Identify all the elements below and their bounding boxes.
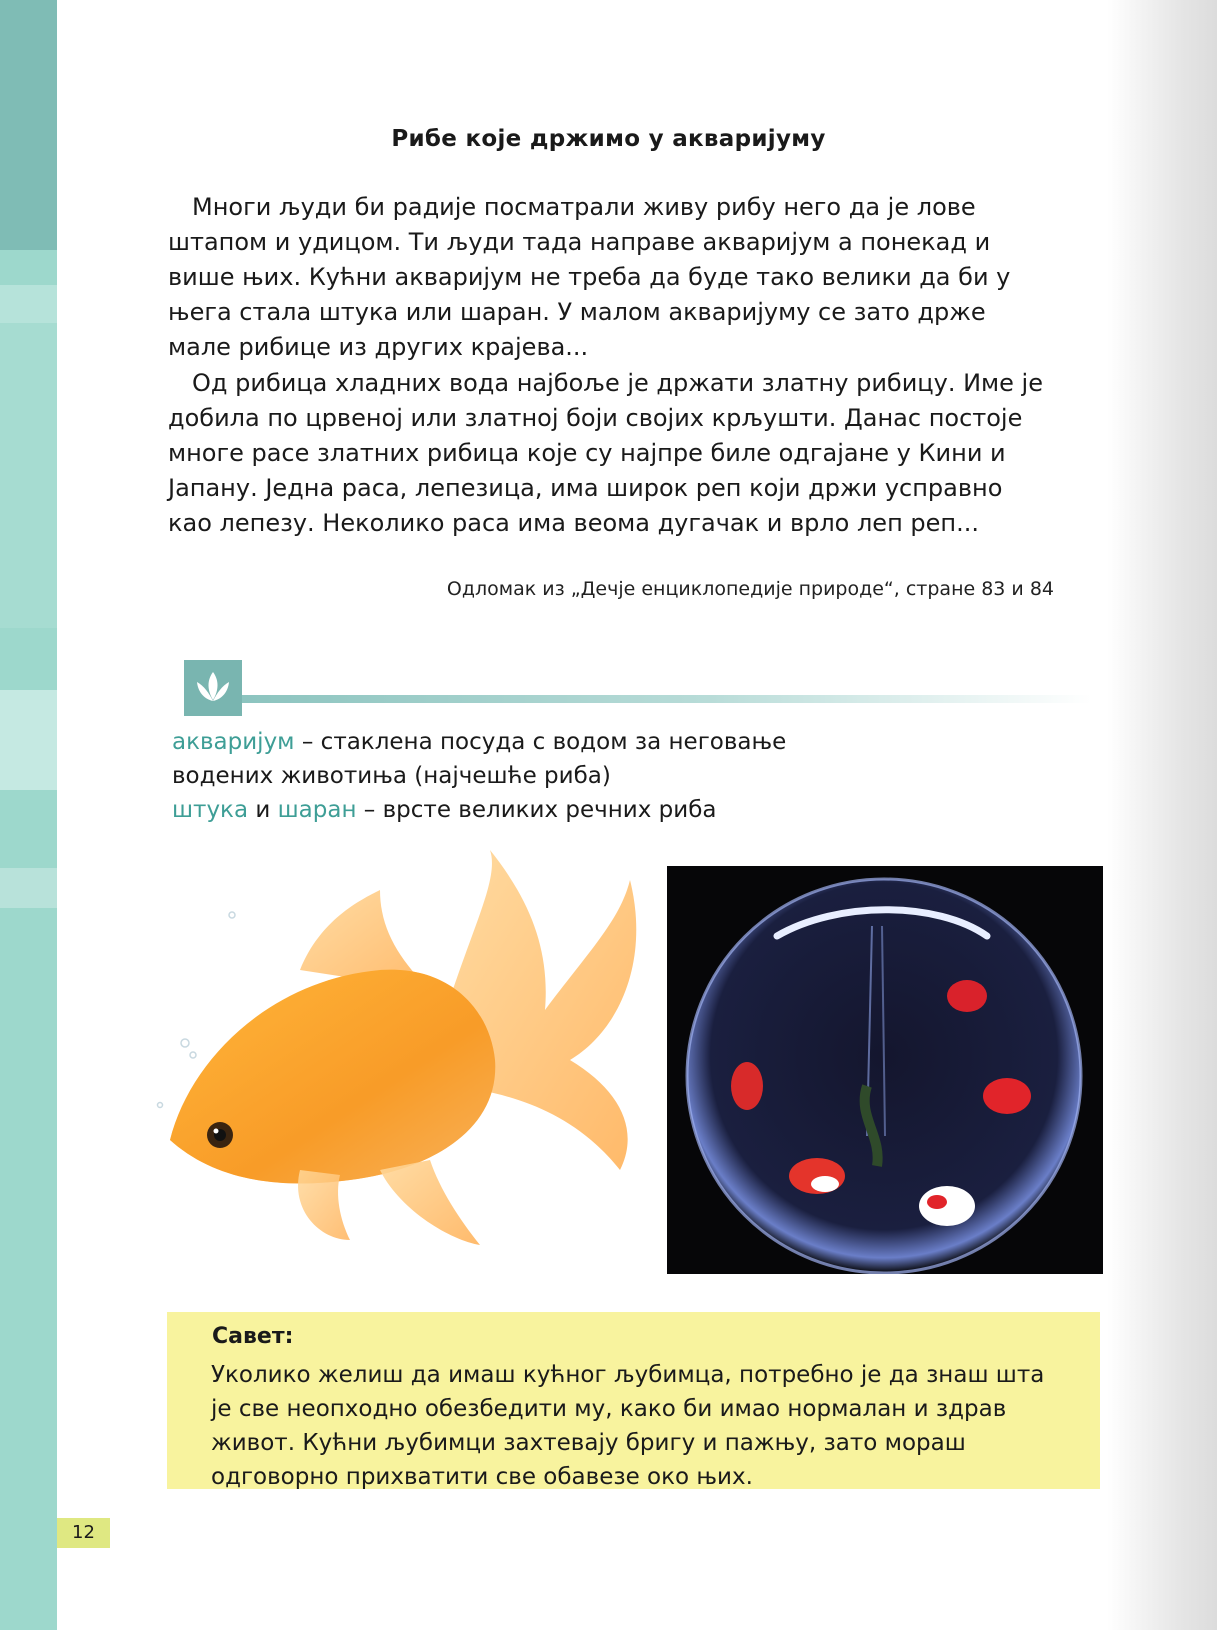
advice-title: Савет: <box>212 1324 294 1349</box>
page-number: 12 <box>57 1518 110 1548</box>
advice-box <box>167 1312 1100 1489</box>
paragraph-2-text: Од рибица хладних вода најбоље је држати златну рибицу. Име је добила по црвеној или златној боји својих крљушти. Данас постоје многе расе златних рибица које су најпре биле одгајане у Кини и Јапану. Једна раса, лепезица, има широк реп који држи усправно као лепезу. Неколико раса има веома дугачак и врло леп реп... <box>168 369 1043 537</box>
advice-text: Уколико желиш да имаш кућног љубимца, потребно је да знаш шта је све неопходно обезбедити му, како би имао нормалан и здрав живот. Кућни љубимци захтевају бригу и пажњу, зато мораш одговорно прихватити све обавезе око њих. <box>211 1362 1045 1490</box>
conjunction: и <box>248 797 278 823</box>
paragraph-2 <box>168 366 1048 541</box>
source-citation: Одломак из „Дечје енциклопедије природе“, стране 83 и 84 <box>446 578 1054 600</box>
glossary-entry-aquarium-cont: водених животиња (најчешће риба) <box>172 763 611 789</box>
term-aquarium: акваријум <box>172 729 295 755</box>
paragraph-1-text: Многи људи би радије посматрали живу рибу него да је лове штапом и удицом. Ти људи тада направе акваријум а понекад и више њих. Кућни акваријум не треба да буде тако велики да би у њега стала штука или шаран. У малом акваријуму се зато држе мале рибице из других крајева... <box>168 193 1011 361</box>
page-title: Рибе које држимо у акваријуму <box>391 126 826 152</box>
definition-pike-carp: – врсте великих речних риба <box>356 797 717 823</box>
paragraph-1 <box>168 190 1048 365</box>
term-pike: штука <box>172 797 249 823</box>
left-decorative-strip <box>0 0 57 1630</box>
glossary-entry-pike-carp <box>172 793 716 827</box>
lotus-icon <box>184 660 242 716</box>
glossary-divider <box>242 695 1092 703</box>
goldfish-image <box>150 840 650 1260</box>
definition-aquarium: – стаклена посуда с водом за неговање <box>294 729 787 755</box>
term-carp: шаран <box>277 797 357 823</box>
glossary-entry-aquarium <box>172 725 786 759</box>
page-edge-shadow <box>1107 0 1217 1630</box>
fishbowl-photo <box>667 866 1103 1274</box>
